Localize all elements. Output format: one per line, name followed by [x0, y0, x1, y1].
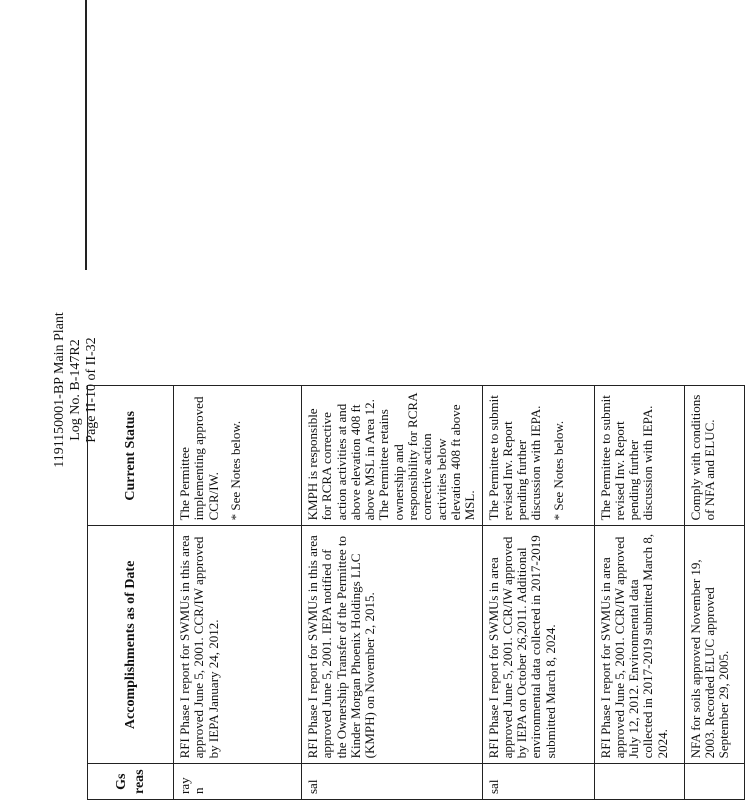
- cell-status: [174, 386, 302, 526]
- cell-area: [594, 764, 684, 800]
- column-header-area: Gs reas: [88, 764, 174, 800]
- status-note: * See Notes below.: [227, 420, 243, 521]
- column-header-status: Current Status: [88, 386, 174, 526]
- header-permit-id: 1191150001-BP Main Plant: [52, 312, 67, 468]
- cell-area: sal: [482, 764, 594, 800]
- status-text: Comply with conditions of NFA and ELUC.: [687, 394, 717, 521]
- table-row: [174, 386, 302, 800]
- cell-accomplishments: NFA for soils approved November 19, 2003. Recorded ELUC approved September 29, 2005.: [684, 526, 744, 764]
- cell-area: sal: [302, 764, 483, 800]
- swmu-status-table: [87, 385, 745, 800]
- cell-area: [684, 764, 744, 800]
- cell-area: ray n: [174, 764, 302, 800]
- cell-accomplishments: RFI Phase I report for SWMUs in this area approved June 5, 2001. CCR/IW approved by IEPA January 24, 2012.: [174, 526, 302, 764]
- status-text: The Permittee implementing approved CCR/IW.: [177, 396, 221, 521]
- table-row: [684, 386, 744, 800]
- table-header-row: [88, 386, 174, 800]
- status-text: The Permittee to submit revised Inv. Report pending further discussion with IEPA.: [597, 395, 656, 521]
- header-page-number: Page II-10 of II-32: [84, 337, 99, 443]
- cell-accomplishments: RFI Phase I report for SWMUs in area approved June 5, 2001. CCR/IW approved by IEPA on October 26,2011. Additional environmental data collected in 2017-2019 submitted March 8, 2024.: [482, 526, 594, 764]
- cell-accomplishments: RFI Phase I report for SWMUs in this area approved June 5, 2001. IEPA notified of the Ownership Transfer of the Permittee to Kinder Morgan Phoenix Holdings LLC (KMPH) on November 2, 2015.: [302, 526, 483, 764]
- status-text: The Permittee to submit revised Inv. Report pending further discussion with IEPA.: [485, 395, 544, 521]
- table-row: [594, 386, 684, 800]
- table-row: [302, 386, 483, 800]
- status-note: * See Notes below.: [550, 420, 566, 521]
- cell-status: [594, 386, 684, 526]
- cell-status: [684, 386, 744, 526]
- cell-accomplishments: RFI Phase I report for SWMUs in area approved June 5, 2001. CCR/IW approved July 12, 2012. Environmental data collected in 2017-2019 submitted March 8, 2024.: [594, 526, 684, 764]
- cell-status: [302, 386, 483, 526]
- status-text: KMPH is responsible for RCRA corrective action activities at and above elevation 408 ft above MSL in Area 12. The Permittee retains ownership and responsibility for RCRA corrective action activities below elevation 408 ft above MSL.: [305, 393, 478, 521]
- header-rule: [85, 0, 87, 270]
- table-row: [482, 386, 594, 800]
- column-header-accomplishments: Accomplishments as of Date: [88, 526, 174, 764]
- cell-status: [482, 386, 594, 526]
- header-log-number: Log No. B-147R2: [68, 339, 83, 441]
